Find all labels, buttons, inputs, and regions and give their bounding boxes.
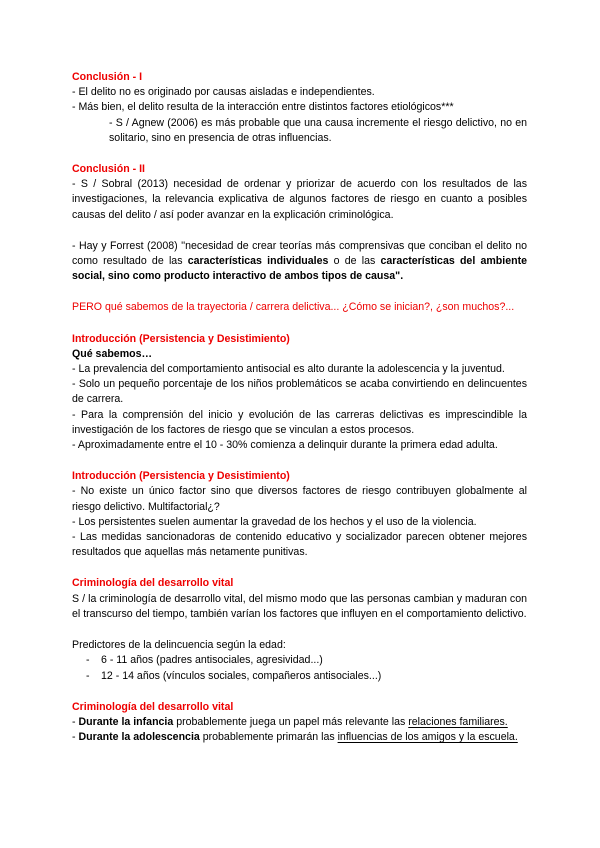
text-line: - La prevalencia del comportamiento antisocial es alto durante la adolescencia y la juventud. bbox=[72, 363, 505, 376]
list-item-text: 12 - 14 años (vínculos sociales, compañeros antisociales...) bbox=[101, 669, 382, 682]
text-run: - Hay y Forrest (2008) ''necesidad de crear teorías más comprensivas que conciban el delito no como resultado de las bbox=[72, 239, 527, 268]
paragraph bbox=[72, 715, 527, 730]
paragraph bbox=[72, 239, 527, 285]
section-intro-1 bbox=[72, 332, 527, 454]
section-title: Conclusión - I bbox=[72, 71, 143, 83]
section-title: Criminología del desarrollo vital bbox=[72, 577, 234, 590]
text-run: probablemente primarán las bbox=[199, 731, 338, 744]
text-run: o de las bbox=[328, 255, 381, 268]
section-intro-2 bbox=[72, 469, 527, 560]
text-run: - bbox=[72, 715, 79, 728]
section-criminology-2 bbox=[72, 700, 527, 746]
section-title: Criminología del desarrollo vital bbox=[72, 700, 234, 713]
bold-text: características del ambiente social, sino como producto interactivo de ambos tipos de causa". bbox=[72, 255, 527, 283]
section-criminology-1 bbox=[72, 576, 527, 683]
text-line: - Para la comprensión del inicio y evolución de las carreras delictivas es imprescindible la investigación de los factores de riesgo que se vinculan a estos procesos. bbox=[72, 408, 527, 436]
bold-text: Durante la infancia bbox=[78, 715, 174, 728]
text-line: - No existe un único factor sino que diversos factores de riesgo contribuyen globalmente al riesgo delictivo. Multifactorial¿? bbox=[72, 485, 527, 513]
section-title: Introducción (Persistencia y Desistimiento) bbox=[72, 332, 290, 345]
paragraph: - S / Sobral (2013) necesidad de ordenar y priorizar de acuerdo con los resultados de las investigaciones, la relevancia explicativa de algunos factores de riesgo en cuanto a posibles causas del delito / así poder avanzar en la explicación criminológica. bbox=[72, 178, 527, 221]
list-item-text: 6 - 11 años (padres antisociales, agresividad...) bbox=[101, 654, 323, 667]
text-line: - El delito no es originado por causas aisladas e independientes. bbox=[72, 86, 375, 99]
text-line: - S / Agnew (2006) es más probable que una causa incremente el riesgo delictivo, no en solitario, sino en presencia de otras influencias. bbox=[109, 116, 527, 144]
paragraph: Predictores de la delincuencia según la edad: bbox=[72, 639, 286, 652]
text-line: - Más bien, el delito resulta de la interacción entre distintos factores etiológicos*** bbox=[72, 101, 454, 114]
underlined-text: relaciones familiares. bbox=[408, 715, 508, 728]
text-run: - bbox=[72, 731, 79, 744]
list-item: - 6 - 11 años (padres antisociales, agresividad...) bbox=[86, 654, 323, 667]
text-line: - Solo un pequeño porcentaje de los niños problemáticos se acaba convirtiendo en delincuentes de carrera. bbox=[72, 378, 527, 406]
paragraph: S / la criminología de desarrollo vital, del mismo modo que las personas cambian y maduran con el transcurso del tiempo, también varían los factores que influyen en el comportamiento delictivo. bbox=[72, 592, 527, 620]
underlined-text: influencias de los amigos y la escuela. bbox=[337, 731, 518, 744]
bold-text: características individuales bbox=[187, 255, 329, 268]
document-page bbox=[72, 70, 527, 745]
text-run: probablemente juega un papel más relevante las bbox=[173, 715, 409, 728]
bold-text: Durante la adolescencia bbox=[78, 731, 200, 744]
highlight-question: PERO qué sabemos de la trayectoria / carrera delictiva... ¿Cómo se inician?, ¿son muchos?... bbox=[72, 301, 515, 314]
list-item: - 12 - 14 años (vínculos sociales, compañeros antisociales...) bbox=[86, 669, 382, 682]
section-title: Introducción (Persistencia y Desistimiento) bbox=[72, 470, 290, 483]
text-line: - Aproximadamente entre el 10 - 30% comienza a delinquir durante la primera edad adulta. bbox=[72, 439, 498, 452]
section-conclusion-2 bbox=[72, 162, 527, 316]
text-line: - Las medidas sancionadoras de contenido educativo y socializador parecen obtener mejores resultados que aquellas más netamente punitivas. bbox=[72, 531, 527, 559]
text-line: - Los persistentes suelen aumentar la gravedad de los hechos y el uso de la violencia. bbox=[72, 515, 477, 528]
subheading: Qué sabemos… bbox=[72, 347, 153, 360]
section-conclusion-1 bbox=[72, 70, 527, 146]
section-title: Conclusión - II bbox=[72, 163, 145, 176]
paragraph bbox=[72, 730, 527, 745]
